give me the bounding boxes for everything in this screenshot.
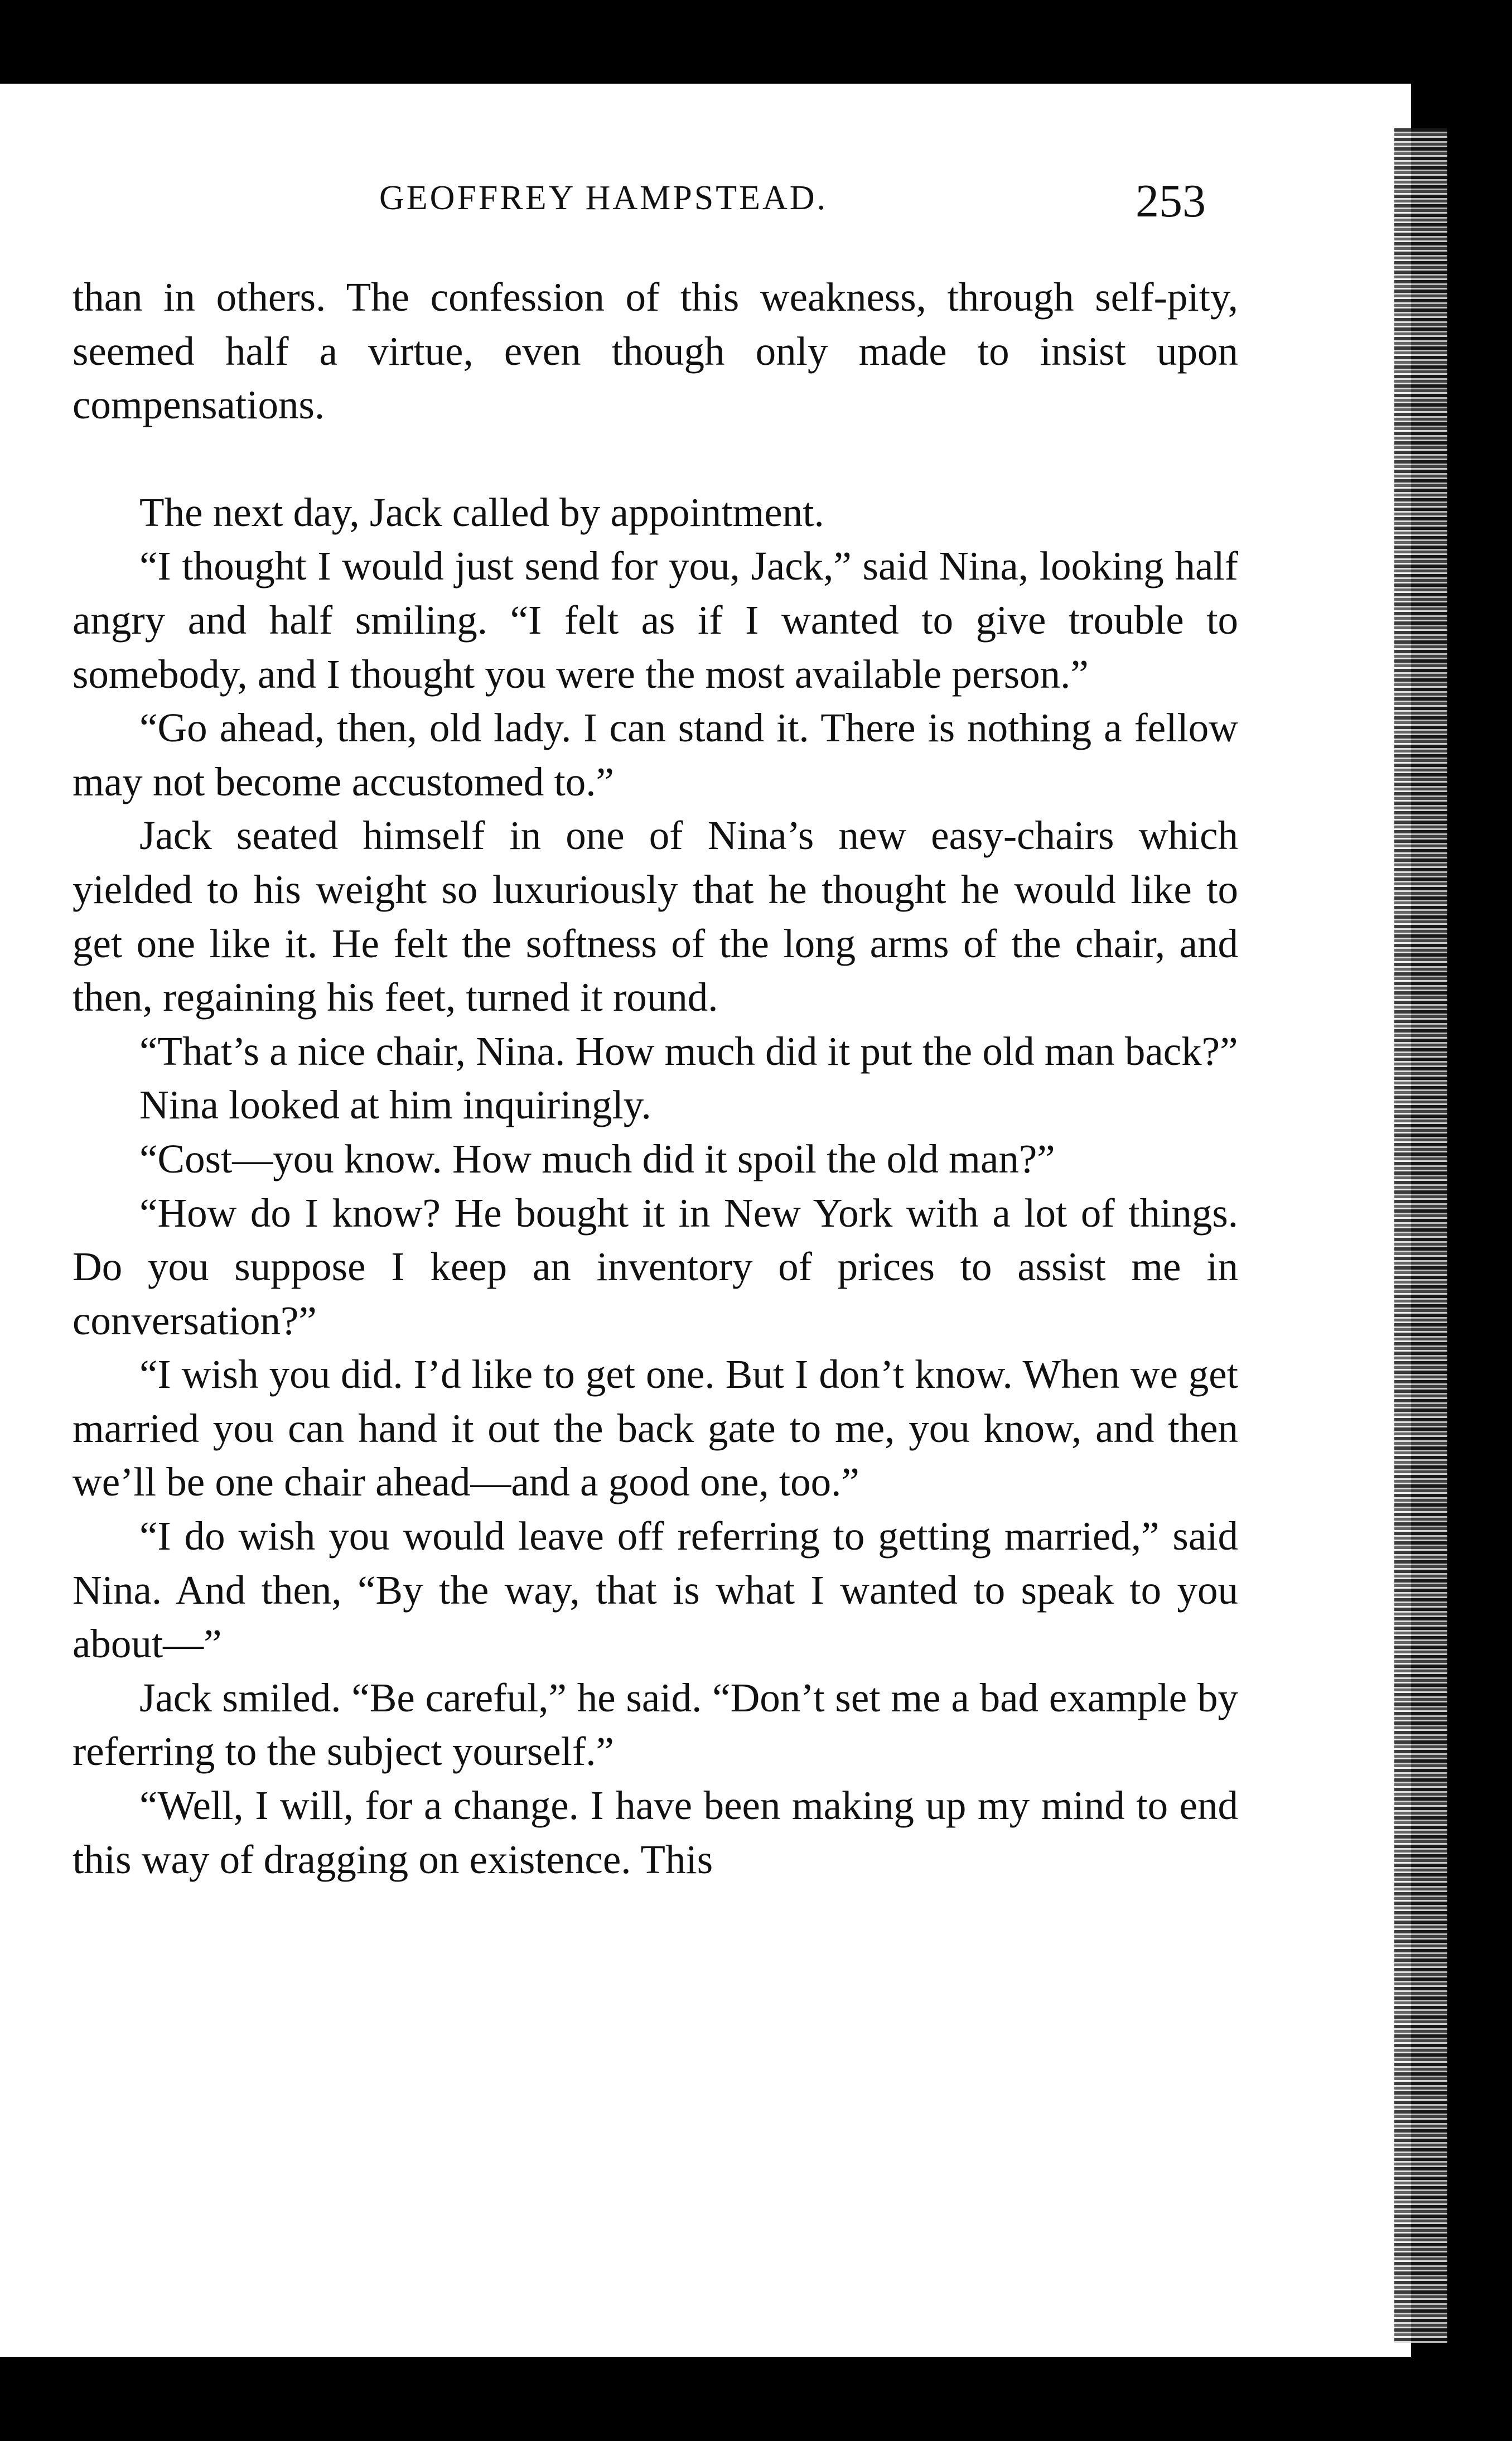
- paragraph: “I wish you did. I’d like to get one. But I don’t know. When we get married you can hand it out the back gate to me, you know, and then we’ll be one chair ahead—and a good one, too.”: [73, 1352, 1238, 1505]
- paragraph: Jack smiled. “Be careful,” he said. “Don’t set me a bad example by referring to the subject yourself.”: [73, 1675, 1238, 1774]
- paragraph: “Well, I will, for a change. I have been making up my mind to end this way of dragging on existence. This: [73, 1783, 1238, 1882]
- page-number: 253: [1136, 175, 1206, 227]
- paragraph: Nina looked at him inquiringly.: [139, 1082, 651, 1128]
- paragraph: “That’s a nice chair, Nina. How much did it put the old man back?”: [139, 1028, 1238, 1074]
- page-edge-shadow: [1394, 128, 1447, 2343]
- running-title: GEOFFREY HAMPSTEAD.: [379, 179, 828, 217]
- paragraph: “How do I know? He bought it in New York with a lot of things. Do you suppose I keep an inventory of prices to assist me in conversation?”: [73, 1190, 1238, 1343]
- paragraph: “Go ahead, then, old lady. I can stand it. There is nothing a fellow may not become accustomed to.”: [73, 705, 1238, 804]
- body-text: [73, 271, 1238, 1887]
- paragraph: “I do wish you would leave off referring to getting married,” said Nina. And then, “By the way, that is what I wanted to speak to you about—”: [73, 1513, 1238, 1667]
- paragraph: “Cost—you know. How much did it spoil the old man?”: [139, 1136, 1055, 1181]
- paragraph: Jack seated himself in one of Nina’s new easy-chairs which yielded to his weight so luxuriously that he thought he would like to get one like it. He felt the softness of the long arms of the chair, and then, regaining his feet, turned it round.: [73, 813, 1238, 1020]
- page-header: [0, 100, 1411, 227]
- paragraph-continued: than in others. The confession of this weakness, through self-pity, seemed half a virtue, even though only made to insist upon compensations.: [73, 274, 1238, 428]
- paragraph: “I thought I would just send for you, Jack,” said Nina, looking half angry and half smiling. “I felt as if I wanted to give trouble to somebody, and I thought you were the most available person.”: [73, 543, 1238, 697]
- paragraph: The next day, Jack called by appointment.: [139, 489, 824, 535]
